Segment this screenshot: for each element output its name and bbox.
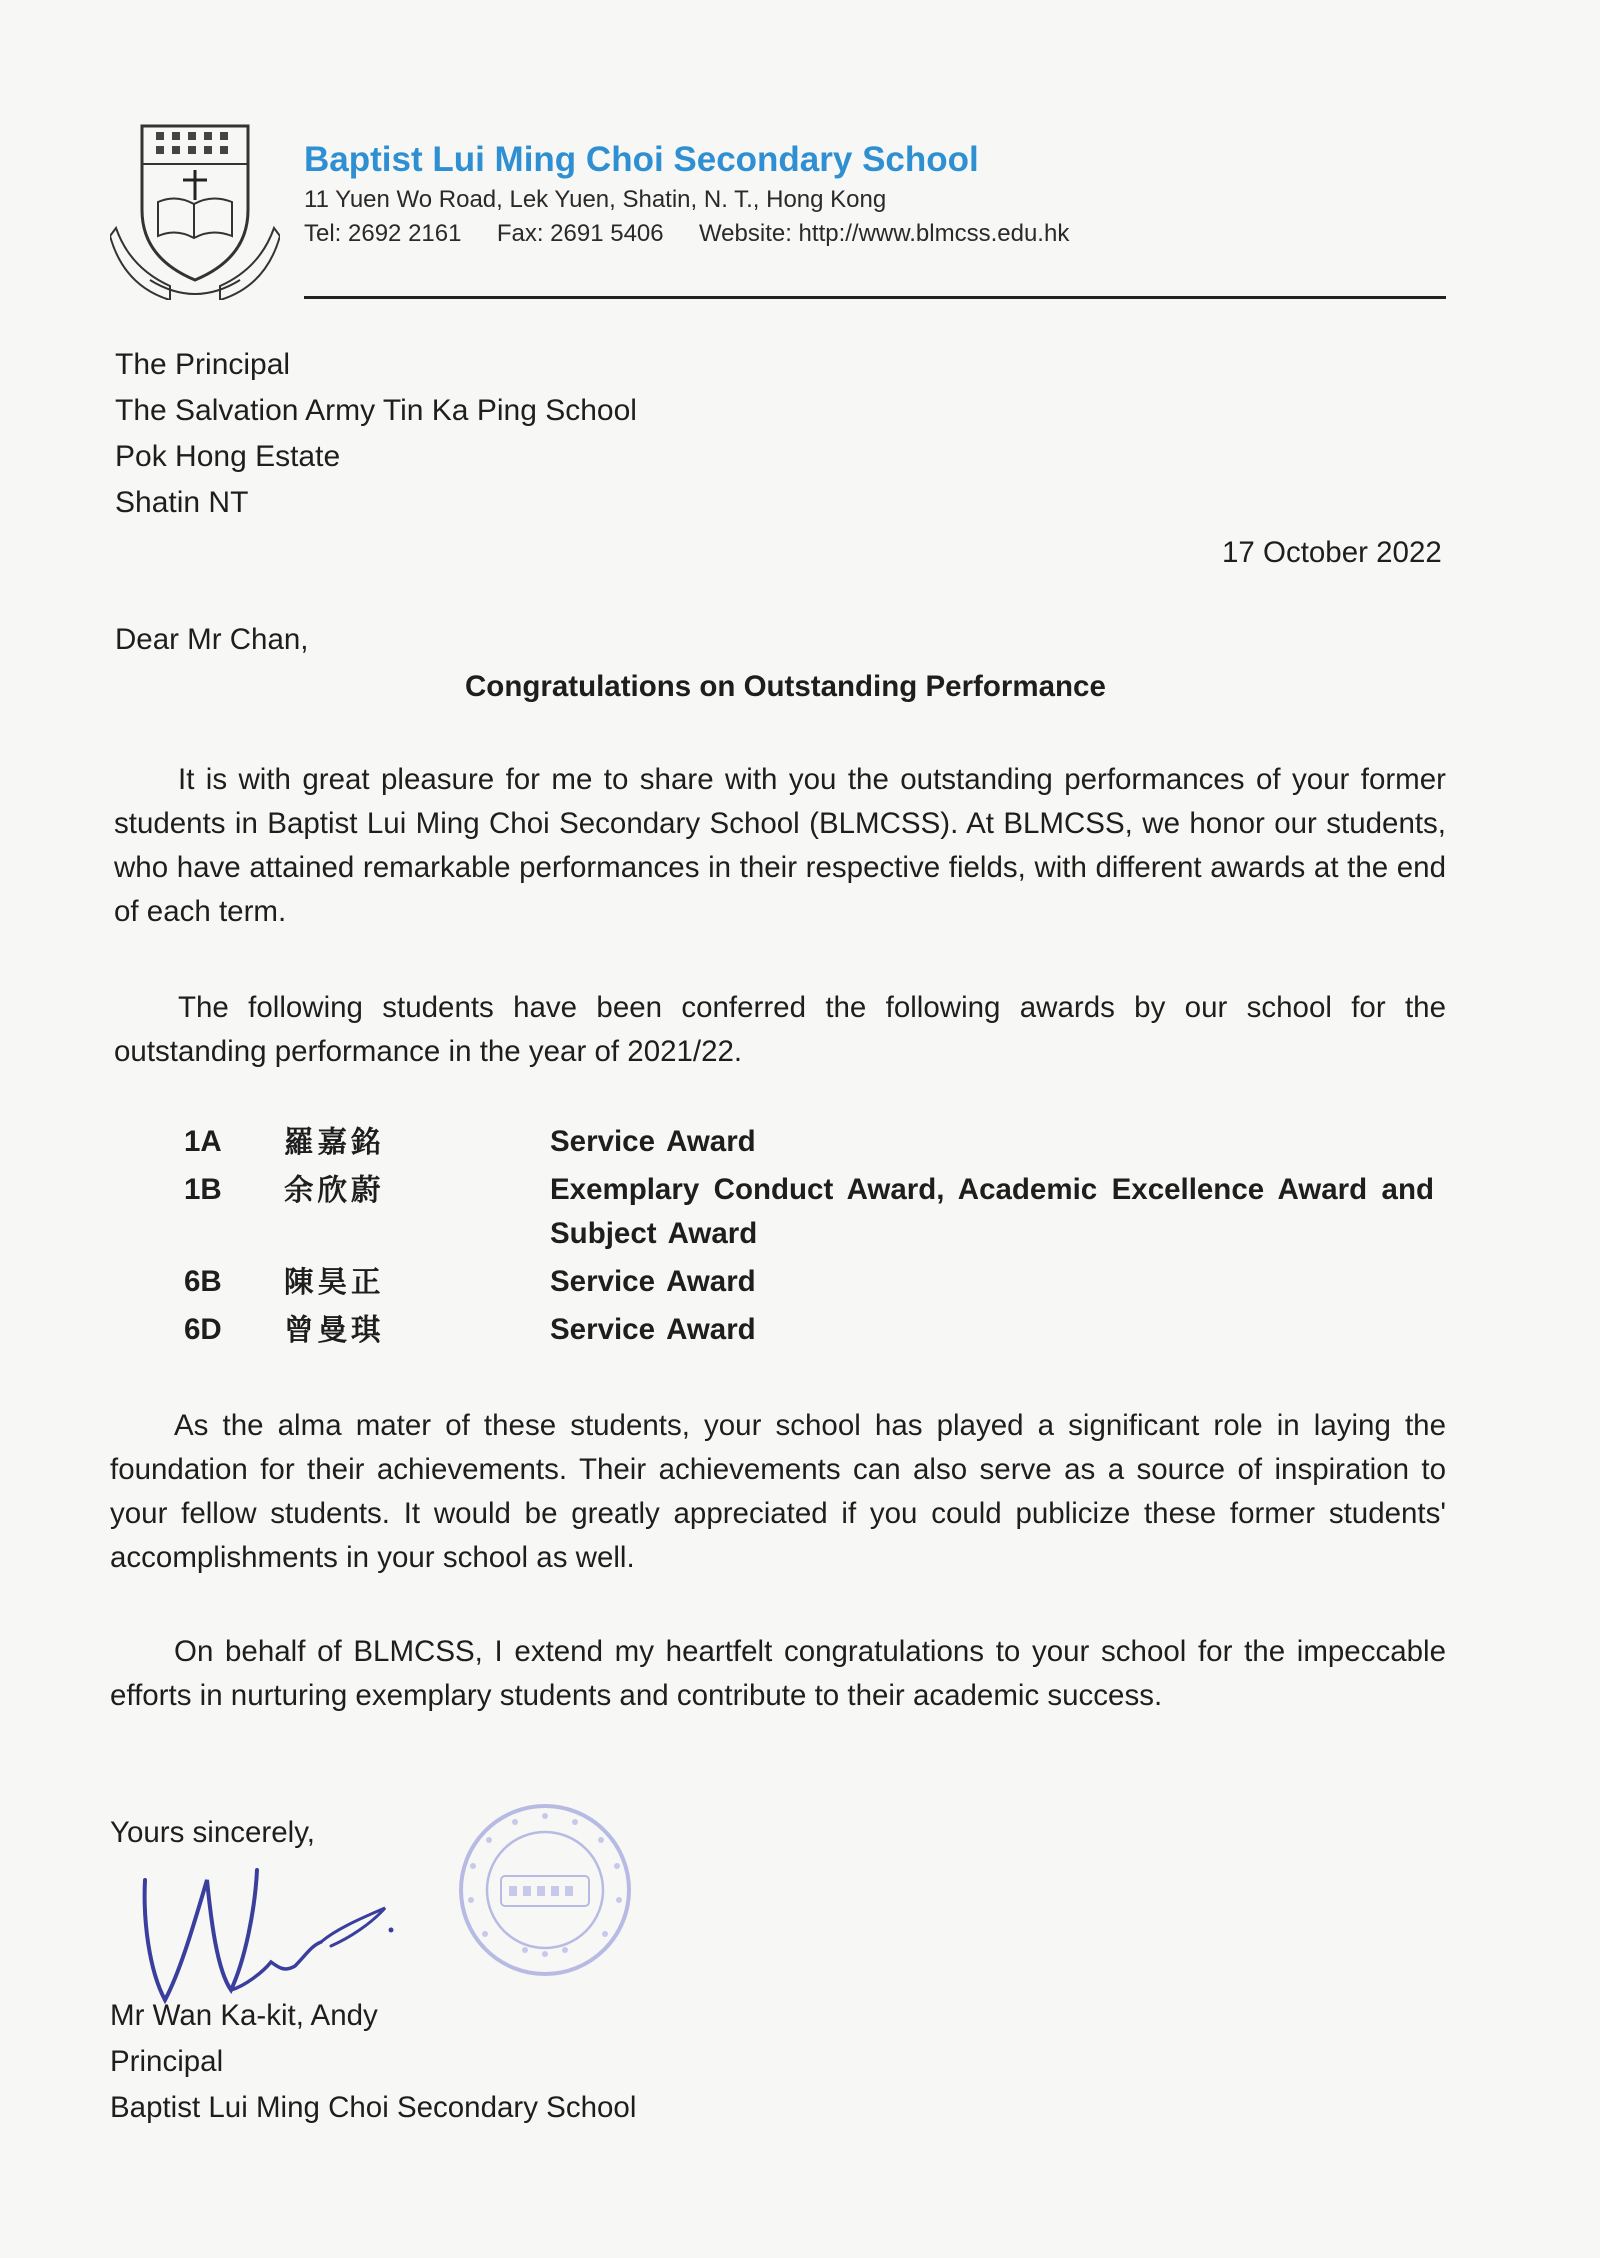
letterhead-divider: [304, 296, 1446, 299]
fax-text: Fax: 2691 5406: [496, 220, 664, 247]
award-title: Exemplary Conduct Award, Academic Excellence Award and Subject Award: [550, 1173, 1434, 1250]
contact-line: [304, 220, 1069, 248]
signatory-block: [110, 1993, 636, 2131]
student-name: 羅嘉銘: [284, 1124, 385, 1159]
award-class: 6D: [184, 1313, 222, 1346]
signatory-school: Baptist Lui Ming Choi Secondary School: [110, 2091, 637, 2124]
recipient-line: The Salvation Army Tin Ka Ping School: [115, 394, 637, 427]
recipient-address: [115, 342, 637, 526]
salutation: Dear Mr Chan,: [115, 623, 309, 656]
closing-paragraph: On behalf of BLMCSS, I extend my heartfelt congratulations to your school for the impeccable efforts in nurturing exemplary students and contribute to their academic success.: [110, 1635, 1446, 1712]
student-name: 余欣蔚: [284, 1172, 385, 1207]
school-crest-logo: [110, 118, 280, 300]
letter-date: 17 October 2022: [1222, 536, 1442, 569]
award-title: Service Award: [550, 1313, 756, 1346]
recipient-line: Pok Hong Estate: [115, 440, 341, 473]
award-title: Service Award: [550, 1265, 756, 1298]
letter-subject: Congratulations on Outstanding Performance: [465, 670, 1106, 703]
awards-list: [184, 1120, 1446, 1360]
body-paragraph: The following students have been conferred the following awards by our school for the outstanding performance in the year of 2021/22.: [114, 991, 1446, 1068]
student-name: 陳昊正: [284, 1264, 385, 1299]
school-address: 11 Yuen Wo Road, Lek Yuen, Shatin, N. T., Hong Kong: [304, 186, 887, 213]
tel-text: Tel: 2692 2161: [304, 220, 462, 247]
recipient-line: The Principal: [115, 348, 291, 381]
sign-off: Yours sincerely,: [110, 1816, 315, 1849]
recipient-line: Shatin NT: [115, 486, 249, 519]
school-name-heading: Baptist Lui Ming Choi Secondary School: [304, 140, 979, 179]
body-paragraph: It is with great pleasure for me to share with you the outstanding performances of your former students in Baptist Lui Ming Choi Secondary School (BLMCSS). At BLMCSS, we honor our students, who have attained remarkable performances in their respective fields, with different awards at the end of each term.: [114, 763, 1446, 928]
handwritten-signature: [135, 1850, 405, 2010]
closing-paragraph: As the alma mater of these students, your school has played a significant role in laying the foundation for their achievements. Their achievements can also serve as a source of inspiration to your fellow students. It would be greatly appreciated if you could publicize these former students' accomplishments in your school as well.: [110, 1409, 1446, 1574]
website-link[interactable]: Website: http://www.blmcss.edu.hk: [698, 220, 1070, 247]
student-name: 曾曼琪: [284, 1312, 385, 1347]
award-class: 1B: [184, 1173, 222, 1206]
signatory-title: Principal: [110, 2045, 224, 2078]
award-title: Service Award: [550, 1125, 756, 1158]
award-class: 1A: [184, 1125, 222, 1158]
signatory-name: Mr Wan Ka-kit, Andy: [110, 1999, 378, 2032]
award-class: 6B: [184, 1265, 222, 1298]
school-stamp: [455, 1800, 635, 1980]
